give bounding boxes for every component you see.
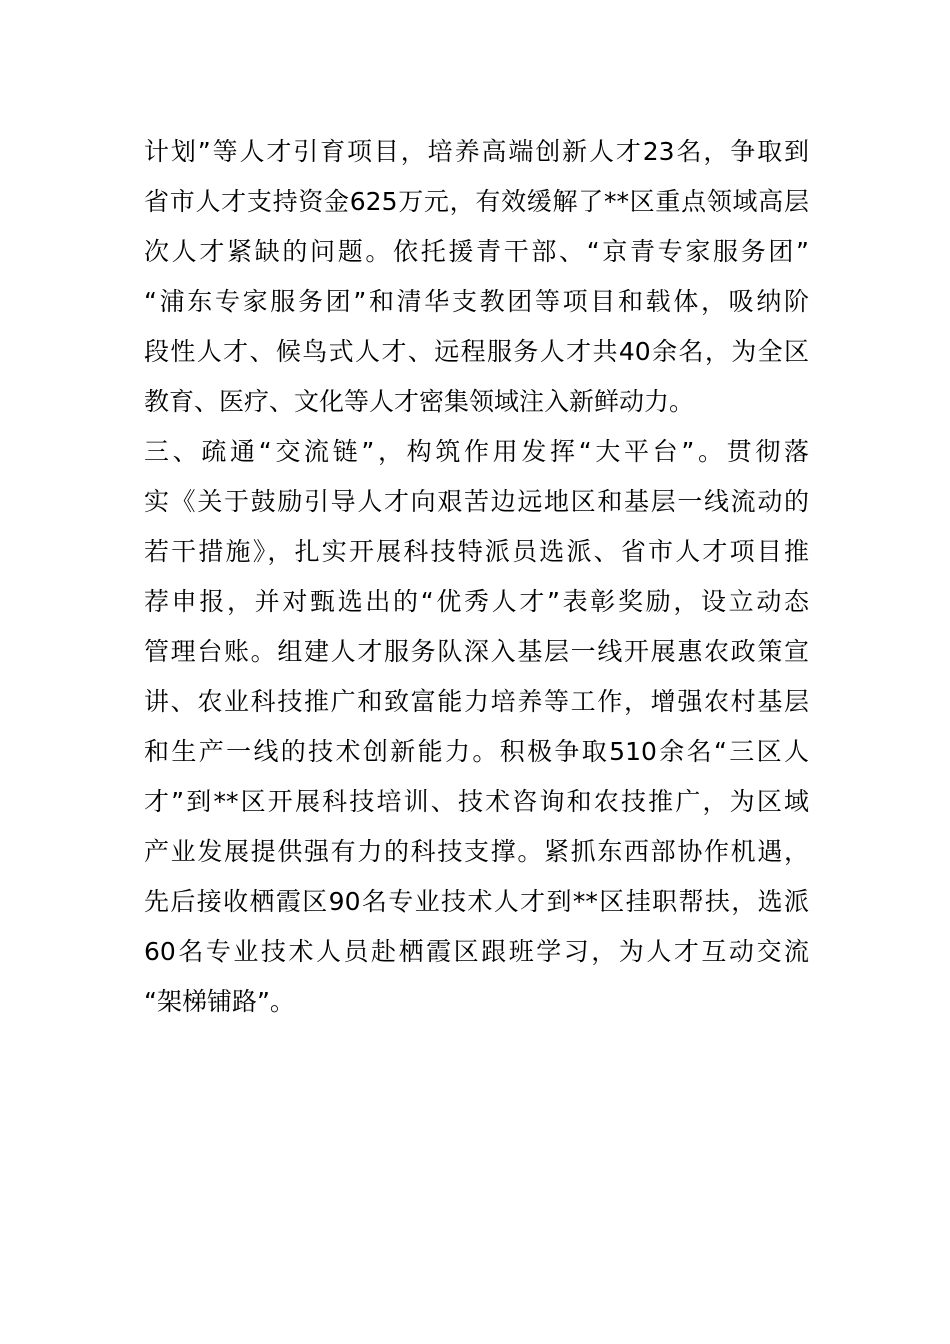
text-line: 和生产一线的技术创新能力。积极争取510余名“三区人	[144, 737, 809, 766]
text-line: 产业发展提供强有力的科技支撑。紧抓东西部协作机遇，	[144, 837, 809, 866]
section-heading-line: 三、疏通“交流链”，构筑作用发挥“大平台”。贯彻落	[144, 437, 809, 466]
text-line: 才”到**区开展科技培训、技术咨询和农技推广，为区域	[144, 787, 809, 816]
text-line: 先后接收栖霞区90名专业技术人才到**区挂职帮扶，选派	[144, 887, 809, 916]
text-line: 若干措施》，扎实开展科技特派员选派、省市人才项目推	[144, 537, 809, 566]
body-text	[144, 127, 809, 1027]
text-line: 教育、医疗、文化等人才密集领域注入新鲜动力。	[144, 387, 695, 416]
text-line: 实《关于鼓励引导人才向艰苦边远地区和基层一线流动的	[144, 487, 809, 516]
text-line: 管理台账。组建人才服务队深入基层一线开展惠农政策宣	[144, 637, 809, 666]
text-line: 次人才紧缺的问题。依托援青干部、“京青专家服务团”	[144, 237, 809, 266]
text-line: 段性人才、候鸟式人才、远程服务人才共40余名，为全区	[144, 337, 809, 366]
text-line: 省市人才支持资金625万元，有效缓解了**区重点领域高层	[144, 187, 809, 216]
text-line: 荐申报，并对甄选出的“优秀人才”表彰奖励，设立动态	[144, 587, 809, 616]
text-line: 计划”等人才引育项目，培养高端创新人才23名，争取到	[144, 137, 809, 166]
text-line: “架梯铺路”。	[144, 987, 295, 1016]
text-line: “浦东专家服务团”和清华支教团等项目和载体，吸纳阶	[144, 287, 809, 316]
text-line: 60名专业技术人员赴栖霞区跟班学习，为人才互动交流	[144, 937, 809, 966]
text-line: 讲、农业科技推广和致富能力培养等工作，增强农村基层	[144, 687, 809, 716]
